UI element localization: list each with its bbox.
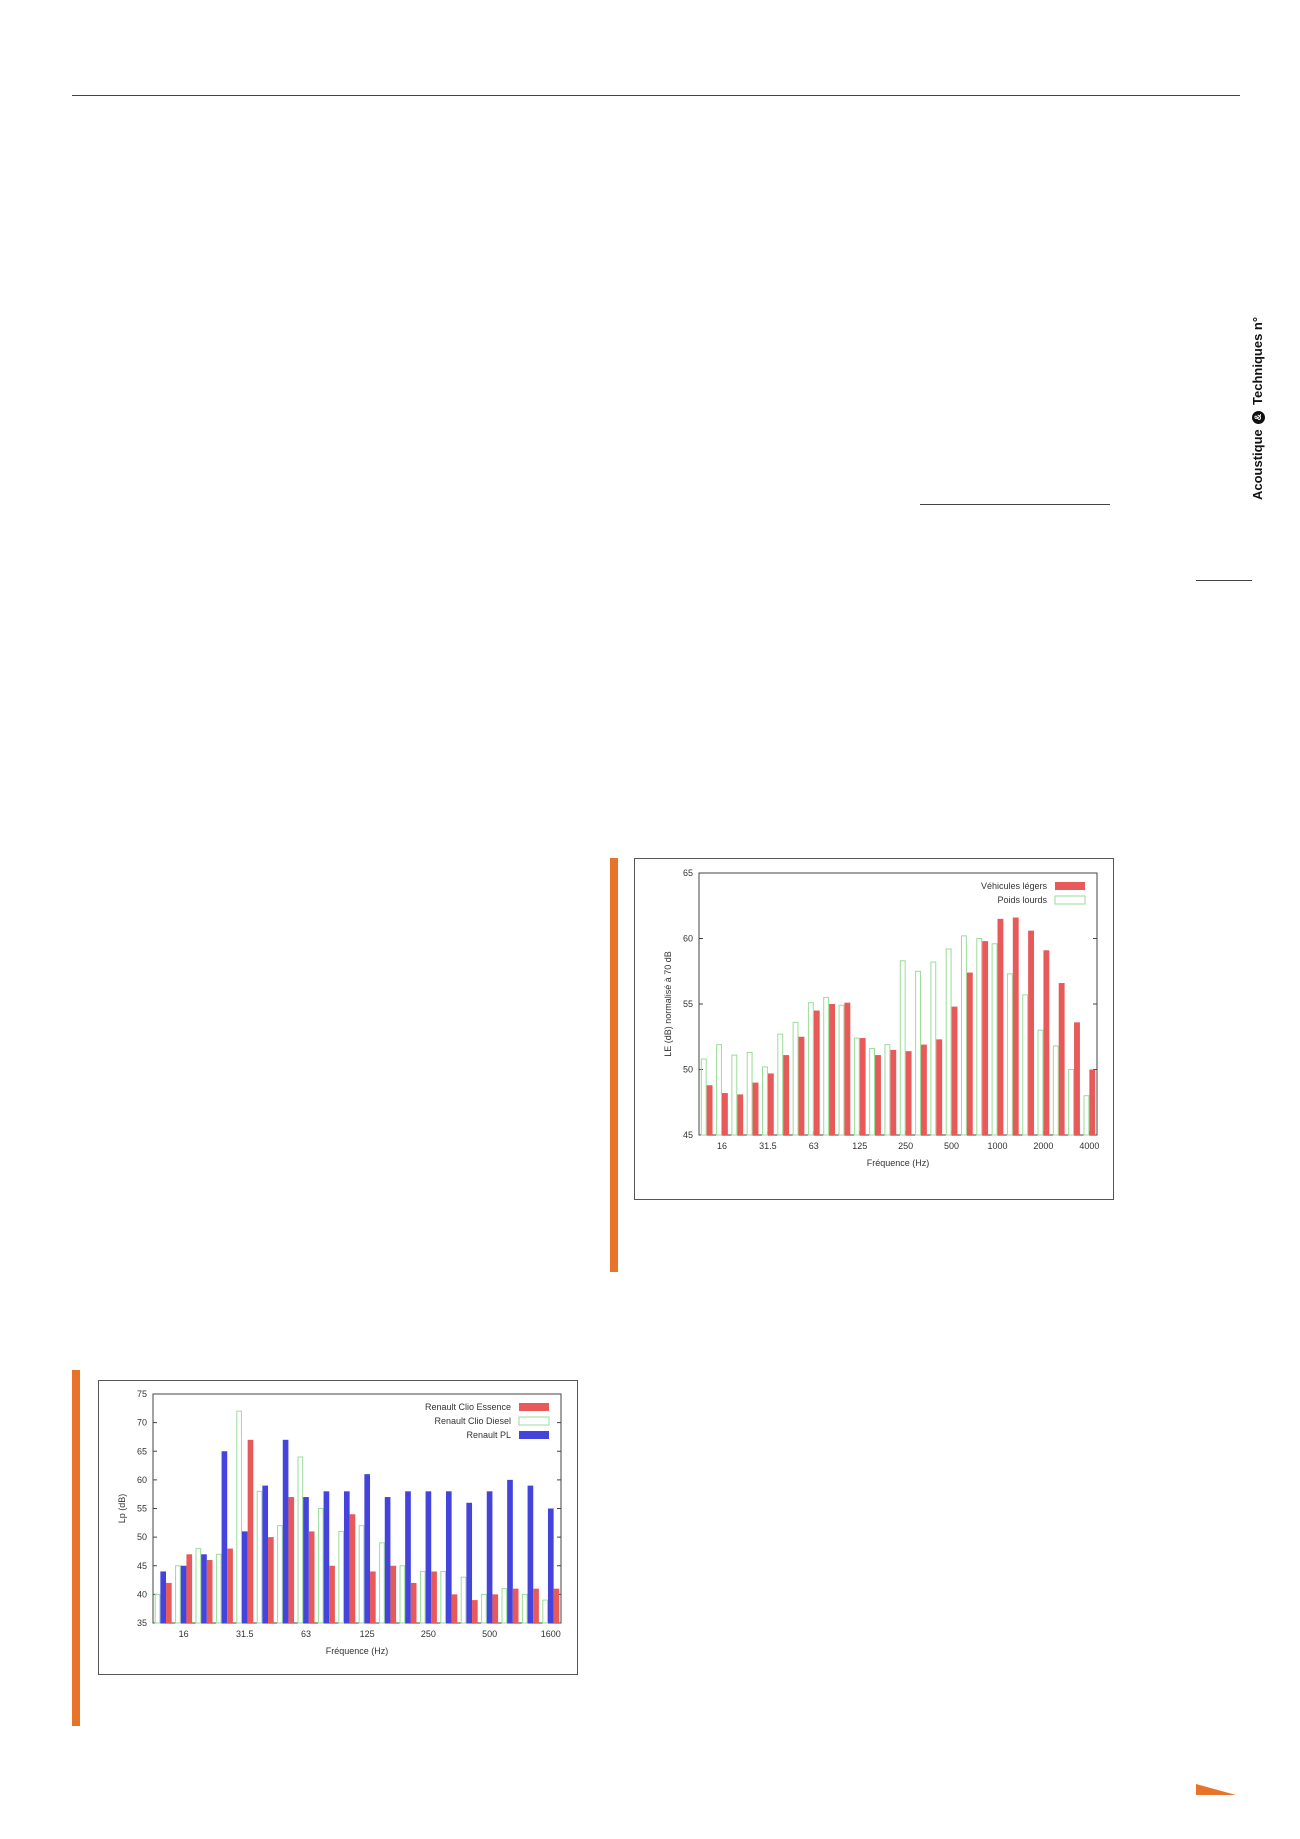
bar [400, 1566, 405, 1623]
y-tick-label: 75 [136, 1389, 147, 1399]
bar [992, 944, 997, 1135]
legend-swatch [519, 1403, 549, 1411]
bar [472, 1600, 478, 1623]
x-tick-label: 31.5 [236, 1629, 254, 1639]
bar [1059, 983, 1065, 1135]
y-tick-label: 55 [682, 999, 693, 1009]
bar [298, 1457, 303, 1623]
figure-2-chart [635, 859, 1113, 1199]
figure-2 [634, 858, 1114, 1200]
bar [548, 1509, 554, 1624]
bar [359, 1526, 364, 1623]
journal-name-b: Techniques n° [1250, 316, 1265, 405]
x-tick-label: 500 [944, 1141, 960, 1151]
ampersand-icon: & [1252, 411, 1265, 424]
x-tick-label: 1000 [987, 1141, 1008, 1151]
bar [701, 1059, 706, 1135]
x-tick-label: 2000 [1033, 1141, 1054, 1151]
journal-name-a: Acoustique [1250, 429, 1265, 500]
legend-label: Renault PL [466, 1430, 511, 1440]
bar [737, 1094, 743, 1135]
plot-frame [153, 1394, 561, 1623]
bar [441, 1571, 446, 1623]
bar [166, 1583, 172, 1623]
bar [452, 1594, 458, 1623]
bar [1007, 974, 1012, 1135]
bar [186, 1554, 192, 1623]
y-tick-label: 65 [682, 868, 693, 878]
bar [390, 1566, 396, 1623]
bar [431, 1571, 437, 1623]
bar [916, 971, 921, 1135]
bar [176, 1566, 181, 1623]
bar [324, 1491, 330, 1623]
bar [257, 1491, 262, 1623]
bar [227, 1549, 233, 1623]
bar [707, 1085, 713, 1135]
bar [921, 1045, 927, 1135]
bar [1084, 1096, 1089, 1135]
bar [278, 1526, 283, 1623]
bar [466, 1503, 472, 1623]
bar [1038, 1030, 1043, 1135]
bar [875, 1055, 881, 1135]
legend-swatch [519, 1431, 549, 1439]
bar [778, 1034, 783, 1135]
legend-label: Renault Clio Diesel [434, 1416, 511, 1426]
bar [283, 1440, 289, 1623]
y-tick-label: 70 [136, 1417, 147, 1428]
bar [768, 1073, 774, 1135]
bar [1043, 950, 1049, 1135]
bar [762, 1067, 767, 1135]
bar [854, 1038, 859, 1135]
bar [216, 1554, 221, 1623]
figure-1-chart [99, 1381, 577, 1674]
bar [554, 1589, 560, 1623]
bar [411, 1583, 417, 1623]
margin-rule [1196, 580, 1252, 581]
bar [839, 1005, 844, 1135]
bar [936, 1039, 942, 1135]
y-tick-label: 60 [136, 1474, 147, 1485]
x-tick-label: 250 [420, 1629, 436, 1639]
bar [844, 1003, 850, 1135]
bar [318, 1509, 323, 1624]
bar [829, 1004, 835, 1135]
figure-1-accent-bar [72, 1370, 80, 1726]
bar [262, 1486, 268, 1623]
bar [931, 962, 936, 1135]
bar [513, 1589, 519, 1623]
bar [309, 1531, 315, 1623]
x-axis-label: Fréquence (Hz) [325, 1646, 389, 1656]
legend-swatch [1055, 896, 1085, 904]
bar [946, 949, 951, 1135]
legend-label: Poids lourds [997, 895, 1047, 905]
bar [808, 1003, 813, 1135]
x-tick-label: 500 [482, 1629, 498, 1639]
bar [906, 1051, 912, 1135]
bar [502, 1589, 507, 1623]
bar [952, 1007, 958, 1135]
bar [288, 1497, 294, 1623]
x-tick-label: 4000 [1079, 1141, 1100, 1151]
bar [492, 1594, 498, 1623]
bar [364, 1474, 370, 1623]
bar [201, 1554, 207, 1623]
bar [977, 939, 982, 1136]
x-tick-label: 125 [852, 1141, 868, 1151]
bar [1013, 918, 1019, 1135]
y-tick-label: 45 [136, 1560, 147, 1571]
bar [181, 1566, 187, 1623]
bar [207, 1560, 213, 1623]
bar [1028, 931, 1034, 1135]
bar [420, 1571, 425, 1623]
header-rule [72, 95, 1240, 96]
bar [732, 1055, 737, 1135]
bar [1074, 1022, 1080, 1135]
bar [248, 1440, 254, 1623]
bar [303, 1497, 309, 1623]
bar [783, 1055, 789, 1135]
bar [722, 1093, 728, 1135]
x-tick-label: 31.5 [759, 1141, 777, 1151]
bar [870, 1049, 875, 1135]
bar [543, 1600, 548, 1623]
y-tick-label: 60 [682, 933, 693, 944]
bar [824, 997, 829, 1135]
bar [885, 1045, 890, 1135]
bar [155, 1594, 160, 1623]
legend-swatch [1055, 882, 1085, 890]
y-tick-label: 55 [136, 1503, 147, 1514]
bar [528, 1486, 534, 1623]
next-page-arrow-icon[interactable] [1196, 1784, 1236, 1795]
figure-2-accent-bar [610, 858, 618, 1272]
y-tick-label: 50 [136, 1532, 147, 1543]
x-tick-label: 63 [808, 1141, 819, 1151]
bar [961, 936, 966, 1135]
bar [385, 1497, 391, 1623]
y-tick-label: 40 [136, 1589, 147, 1600]
bar [814, 1011, 820, 1135]
y-tick-label: 45 [682, 1130, 693, 1140]
bar [1089, 1070, 1095, 1136]
bar [222, 1451, 228, 1623]
y-axis-label: Lp (dB) [117, 1493, 127, 1524]
bar [405, 1491, 411, 1623]
bar [890, 1050, 896, 1135]
bar [799, 1037, 805, 1135]
bar [533, 1589, 539, 1623]
x-tick-label: 16 [178, 1629, 189, 1639]
x-tick-label: 63 [300, 1629, 312, 1639]
y-tick-label: 50 [682, 1064, 693, 1075]
bar [507, 1480, 513, 1623]
x-tick-label: 250 [898, 1141, 914, 1151]
x-axis-label: Fréquence (Hz) [866, 1158, 930, 1168]
x-tick-label: 16 [716, 1141, 727, 1151]
bar [196, 1549, 201, 1623]
bar [339, 1531, 344, 1623]
bar [461, 1577, 466, 1623]
bar [242, 1531, 248, 1623]
bar [1023, 995, 1028, 1135]
bar [350, 1514, 356, 1623]
bar [1053, 1046, 1058, 1135]
bar [998, 919, 1004, 1135]
x-tick-label: 1600 [540, 1629, 561, 1639]
text-rule [920, 504, 1110, 505]
legend-label: Véhicules légers [980, 881, 1047, 891]
figure-1 [98, 1380, 578, 1675]
bar [344, 1491, 350, 1623]
y-tick-label: 35 [136, 1618, 147, 1628]
bar [329, 1566, 335, 1623]
bar [487, 1491, 493, 1623]
bar [380, 1543, 385, 1623]
bar [268, 1537, 274, 1623]
bar [747, 1052, 752, 1135]
journal-running-title [1228, 306, 1265, 506]
bar [717, 1045, 722, 1135]
bar [370, 1571, 376, 1623]
bar [1069, 1070, 1074, 1136]
legend-label: Renault Clio Essence [424, 1402, 511, 1412]
plot-frame [699, 873, 1097, 1135]
bar [967, 973, 973, 1135]
bar [160, 1571, 166, 1623]
bar [522, 1594, 527, 1623]
y-axis-label: LE (dB) normalisé à 70 dB [663, 951, 673, 1057]
bar [793, 1022, 798, 1135]
bar [482, 1594, 487, 1623]
x-tick-label: 125 [359, 1629, 375, 1639]
bar [982, 941, 988, 1135]
bar [446, 1491, 452, 1623]
bar [753, 1083, 759, 1135]
bar [237, 1411, 242, 1623]
y-tick-label: 65 [136, 1446, 147, 1457]
legend-swatch [519, 1417, 549, 1425]
bar [900, 961, 905, 1135]
bar [426, 1491, 432, 1623]
bar [860, 1038, 866, 1135]
